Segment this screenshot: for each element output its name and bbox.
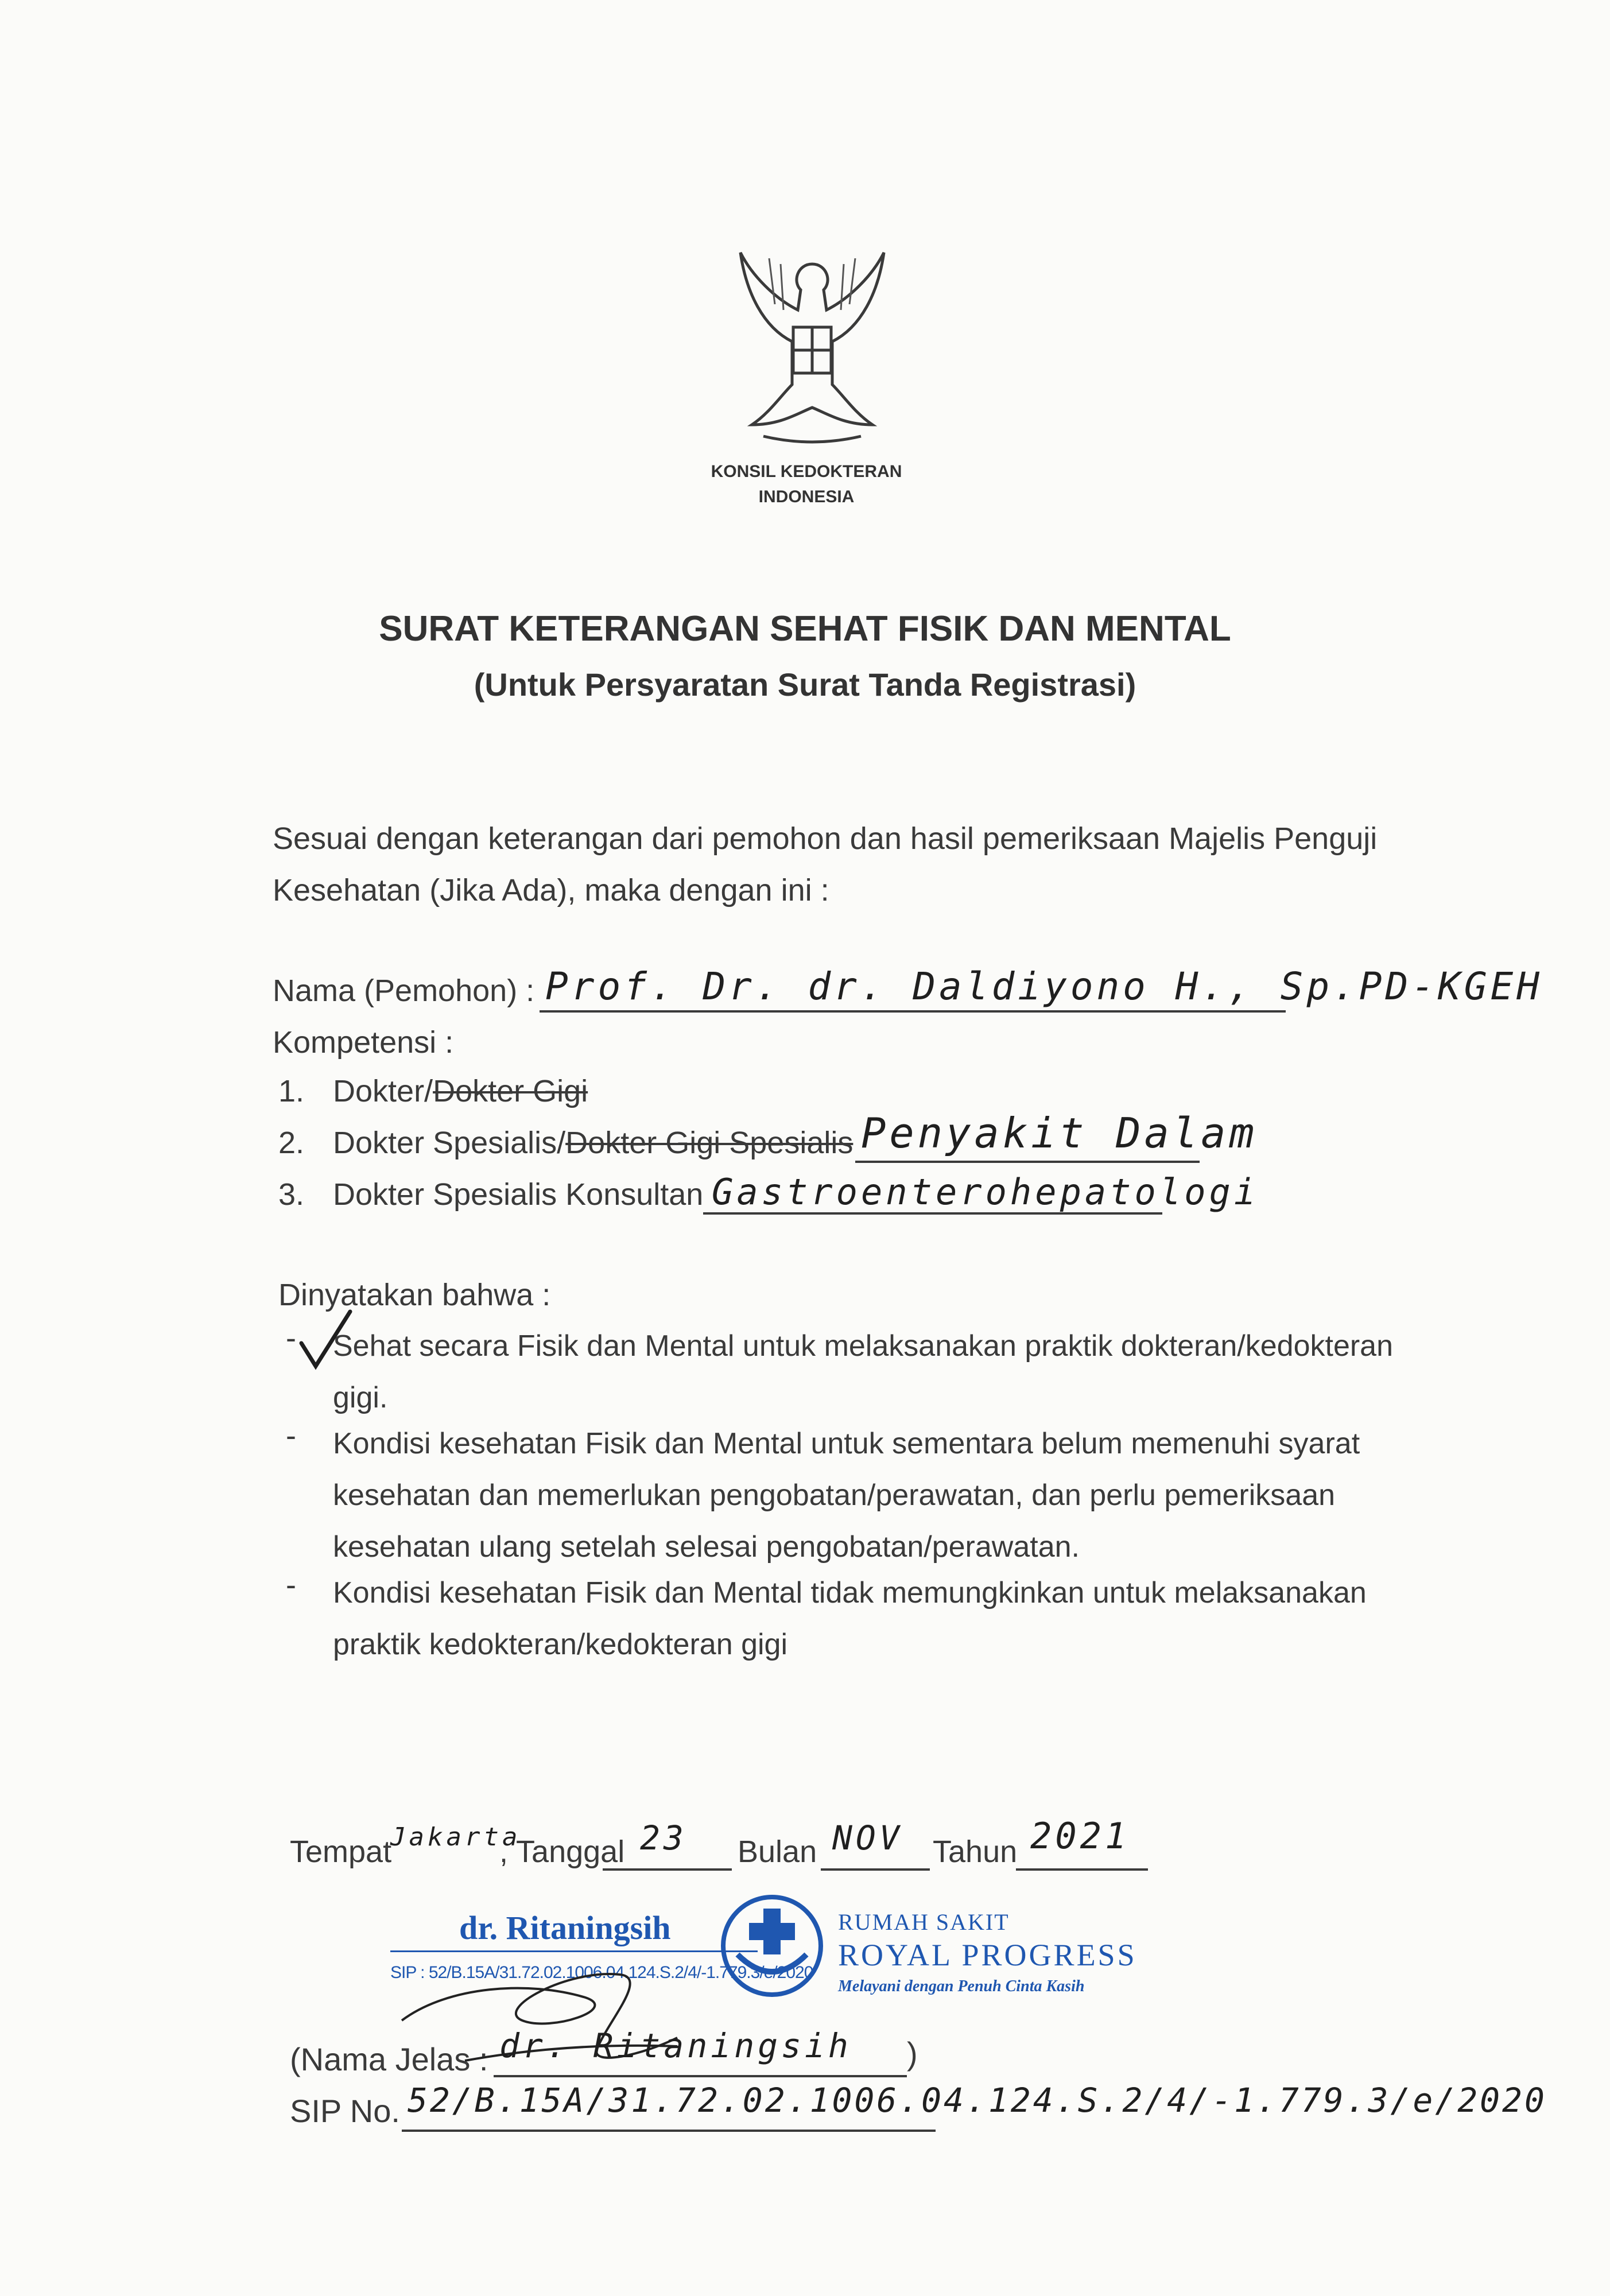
statement-label: Dinyatakan bahwa : — [278, 1278, 551, 1312]
year-value: 2021 — [1030, 1815, 1130, 1857]
hospital-name: ROYAL PROGRESS — [838, 1938, 1137, 1972]
option-3-text: Kondisi kesehatan Fisik dan Mental tidak memungkinkan untuk melaksanakan praktik kedokteran/kedokteran gigi — [333, 1576, 1367, 1661]
option-2-text: Kondisi kesehatan Fisik dan Mental untuk sementara belum memenuhi syarat kesehatan dan memerlukan pengobatan/perawatan, dan perlu pemeriksaan kesehatan ulang setelah selesai pengobatan/perawatan. — [333, 1427, 1360, 1564]
competence-3-text: Dokter Spesialis Konsultan — [333, 1177, 704, 1212]
month-label: Bulan — [738, 1835, 817, 1869]
competence-1-text: Dokter/ — [333, 1074, 433, 1108]
hospital-label: RUMAH SAKIT — [838, 1909, 1010, 1935]
competence-3-number: 3. — [278, 1177, 305, 1212]
hospital-tagline: Melayani dengan Penuh Cinta Kasih — [838, 1977, 1085, 1995]
competence-3-underline — [703, 1212, 1162, 1215]
competence-1-struck: Dokter Gigi — [433, 1074, 588, 1108]
competence-2-number: 2. — [278, 1126, 305, 1160]
competence-3 — [333, 1177, 703, 1212]
council-name — [672, 459, 941, 510]
document-title: SURAT KETERANGAN SEHAT FISIK DAN MENTAL — [379, 609, 1231, 649]
stamp-doctor-name: dr. Ritaningsih — [459, 1909, 671, 1946]
option-2-dash: - — [286, 1418, 296, 1453]
checkmark-icon — [296, 1309, 353, 1372]
option-1-dash: - — [286, 1321, 296, 1355]
competence-1-number: 1. — [278, 1074, 305, 1108]
competence-2-underline — [855, 1161, 1200, 1163]
garuda-emblem-icon — [729, 241, 895, 453]
sip-underline — [402, 2130, 936, 2132]
date-underline — [603, 1868, 732, 1871]
applicant-underline — [540, 1010, 1286, 1013]
option-1-text: Sehat secara Fisik dan Mental untuk melaksanakan praktik dokteran/kedokteran gigi. — [333, 1329, 1394, 1414]
signer-name-close: ) — [907, 2035, 918, 2072]
document-subtitle: (Untuk Persyaratan Surat Tanda Registrasi) — [474, 666, 1136, 703]
competence-3-value: Gastroenterohepatologi — [712, 1171, 1259, 1213]
intro-line-2: Kesehatan (Jika Ada), maka dengan ini : — [273, 873, 829, 907]
sip-label: SIP No. — [290, 2093, 400, 2129]
signer-name-underline — [494, 2075, 907, 2077]
place-value: Jakarta — [390, 1822, 521, 1852]
year-label: Tahun — [933, 1835, 1018, 1869]
competence-2 — [333, 1125, 853, 1161]
competence-2-text: Dokter Spesialis/ — [333, 1126, 566, 1160]
date-value: 23 — [640, 1818, 687, 1857]
applicant-value: Prof. Dr. dr. Daldiyono H., Sp.PD-KGEH — [545, 964, 1543, 1009]
council-line1: KONSIL KEDOKTERAN — [711, 462, 902, 481]
competence-2-value: Penyakit Dalam — [861, 1109, 1258, 1157]
competence-label: Kompetensi : — [273, 1025, 454, 1060]
applicant-label: Nama (Pemohon) : — [273, 974, 535, 1008]
signer-name-label: (Nama Jelas : — [290, 2041, 488, 2077]
month-value: NOV — [832, 1818, 903, 1857]
council-line2: INDONESIA — [758, 487, 855, 506]
option-3-dash: - — [286, 1568, 296, 1602]
month-underline — [821, 1868, 930, 1871]
competence-2-struck: Dokter Gigi Spesialis — [565, 1126, 854, 1160]
signer-name-value: dr. Ritaningsih — [499, 2026, 852, 2065]
place-label: Tempat — [290, 1835, 392, 1869]
intro-line-1: Sesuai dengan keterangan dari pemohon dan hasil pemeriksaan Majelis Penguji — [273, 821, 1378, 856]
stamp-sip: SIP : 52/B.15A/31.72.02.1006.04.124.S.2/4/-1.779.3/e/2020 — [390, 1963, 813, 1982]
competence-1 — [333, 1073, 588, 1109]
year-underline — [1016, 1868, 1148, 1871]
date-label: , Tanggal — [499, 1835, 625, 1869]
sip-value: 52/B.15A/31.72.02.1006.04.124.S.2/4/-1.779.3/e/2020 — [408, 2081, 1547, 2120]
